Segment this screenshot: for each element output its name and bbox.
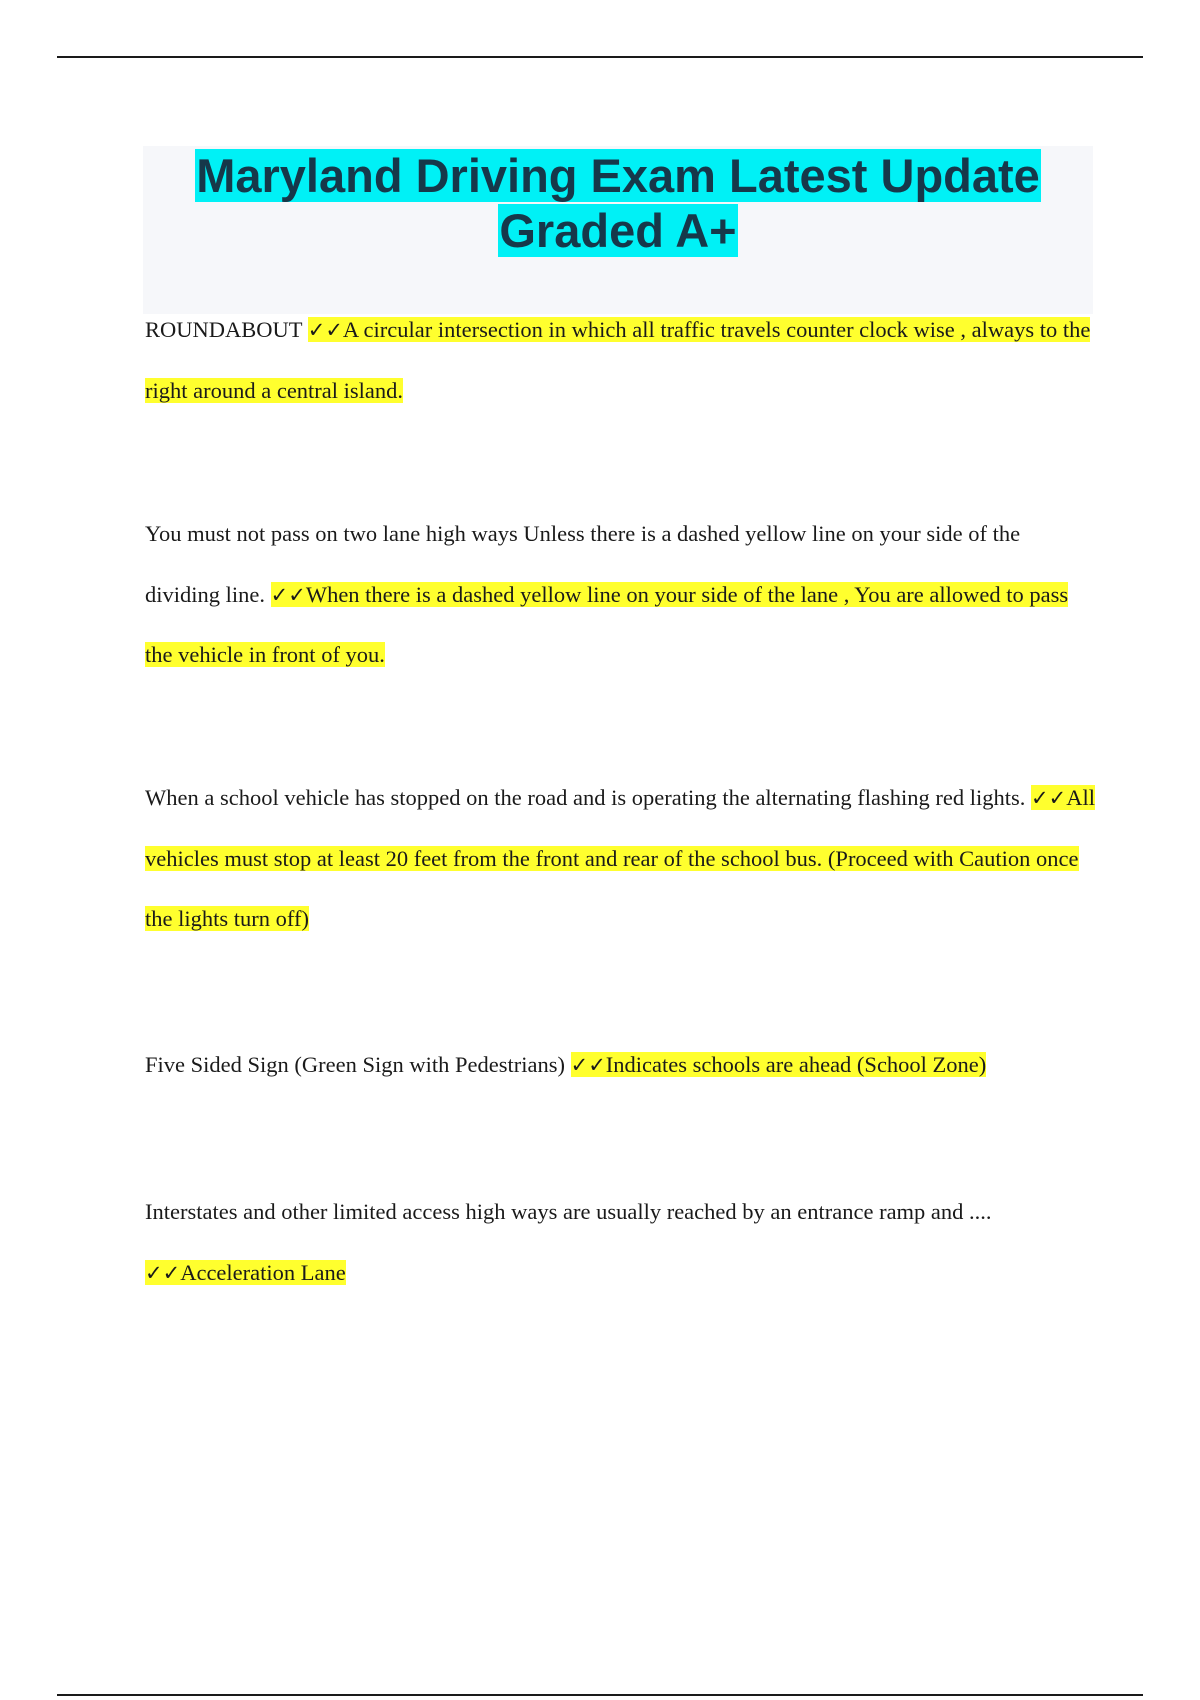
title-line-1: Maryland Driving Exam Latest Update [196, 149, 1040, 202]
check-mark-icon: ✓✓ [270, 582, 306, 607]
footer-rule [57, 1694, 1143, 1696]
question-text: When a school vehicle has stopped on the road and is operating the alternating flashing red lights. [145, 785, 1026, 810]
answer-highlight [145, 582, 1068, 668]
answer-text: When there is a dashed yellow line on your side of the lane , You are allowed to pass the vehicle in front of you. [145, 581, 1069, 667]
answer-text: All vehicles must stop at least 20 feet from the front and rear of the school bus. (Proceed with Caution once the lights turn off) [145, 785, 1095, 931]
check-mark-icon: ✓✓ [307, 318, 343, 342]
answer-text: A circular intersection in which all traffic travels counter clock wise , always to the right around a central island. [145, 317, 1091, 403]
question-text: Five Sided Sign (Green Sign with Pedestrians) [145, 1052, 565, 1077]
qa-item-5 [145, 1182, 1095, 1303]
qa-item-4 [145, 1035, 1095, 1096]
check-mark-icon: ✓✓ [145, 1260, 181, 1285]
question-text: You must not pass on two lane high ways Unless there is a dashed yellow line on your side of the dividing line. [145, 521, 1021, 607]
question-text: ROUNDABOUT [145, 317, 303, 342]
title-block [143, 146, 1093, 314]
qa-item-3 [145, 768, 1095, 950]
check-mark-icon: ✓✓ [570, 1053, 606, 1077]
check-mark-icon: ✓✓ [1031, 786, 1067, 810]
answer-highlight [145, 1260, 346, 1285]
qa-item-2 [145, 504, 1095, 686]
title-line-2: Graded A+ [499, 204, 737, 257]
answer-text: Indicates schools are ahead (School Zone) [605, 1052, 987, 1077]
question-text: Interstates and other limited access high ways are usually reached by an entrance ramp and .... [145, 1199, 992, 1224]
document-title [143, 146, 1093, 258]
qa-item-1 [145, 300, 1095, 421]
header-rule [57, 56, 1143, 58]
answer-highlight [571, 1052, 987, 1077]
answer-text: Acceleration Lane [180, 1259, 346, 1285]
